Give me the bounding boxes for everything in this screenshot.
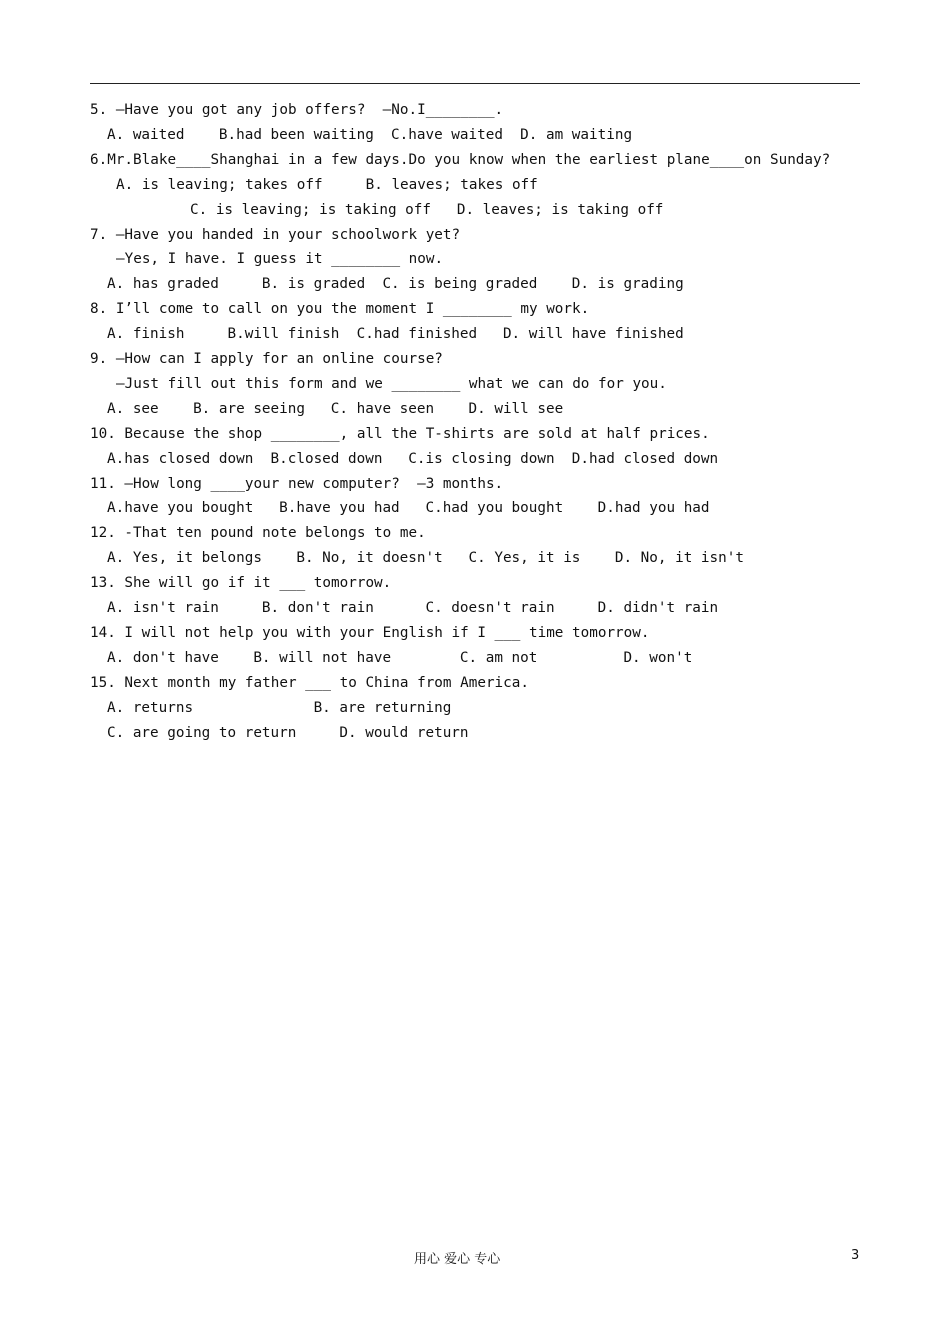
question-line: 8. I’ll come to call on you the moment I ________ my work. [90, 301, 590, 318]
question-line: —Just fill out this form and we ________ what we can do for you. [116, 375, 667, 392]
question-line: 11. —How long ____your new computer? —3 months. [90, 475, 504, 492]
question-line: A. isn't rain B. don't rain C. doesn't rain D. didn't rain [107, 600, 719, 616]
question-line: A. is leaving; takes off B. leaves; takes off [116, 176, 538, 193]
question-line: A. returns B. are returning [107, 699, 452, 716]
question-line: A. waited B.had been waiting C.have waited D. am waiting [107, 126, 633, 143]
question-line: A. Yes, it belongs B. No, it doesn't C. Yes, it is D. No, it isn't [107, 550, 744, 567]
question-line: 9. —How can I apply for an online course? [90, 351, 443, 367]
question-line: 6.Mr.Blake____Shanghai in a few days.Do you know when the earliest plane____on Sunday? [90, 151, 831, 168]
header-rule [90, 83, 860, 84]
question-line: C. is leaving; is taking off D. leaves; is taking off [190, 201, 664, 218]
question-line: A.has closed down B.closed down C.is closing down D.had closed down [107, 450, 719, 467]
question-line: A. has graded B. is graded C. is being graded D. is grading [107, 276, 684, 293]
question-line: 7. —Have you handed in your schoolwork yet? [90, 226, 461, 243]
question-line: 10. Because the shop ________, all the T-shirts are sold at half prices. [90, 425, 710, 442]
question-line: 13. She will go if it ___ tomorrow. [90, 575, 392, 592]
question-line: A. see B. are seeing C. have seen D. will see [107, 400, 564, 417]
question-line: —Yes, I have. I guess it ________ now. [116, 251, 444, 268]
question-line: C. are going to return D. would return [107, 724, 469, 741]
footer-motto: 用心 爱心 专心 [414, 1252, 501, 1267]
question-line: 5. —Have you got any job offers? —No.I________. [90, 102, 504, 118]
question-line: A. finish B.will finish C.had finished D. will have finished [107, 326, 684, 343]
question-line: A. don't have B. will not have C. am not D. won't [107, 649, 693, 666]
page-number: 3 [851, 1248, 860, 1263]
question-line: 12. -That ten pound note belongs to me. [90, 525, 426, 542]
question-line: 14. I will not help you with your English if I ___ time tomorrow. [90, 624, 650, 641]
question-line: 15. Next month my father ___ to China from America. [90, 674, 529, 691]
question-line: A.have you bought B.have you had C.had you bought D.had you had [107, 500, 710, 517]
